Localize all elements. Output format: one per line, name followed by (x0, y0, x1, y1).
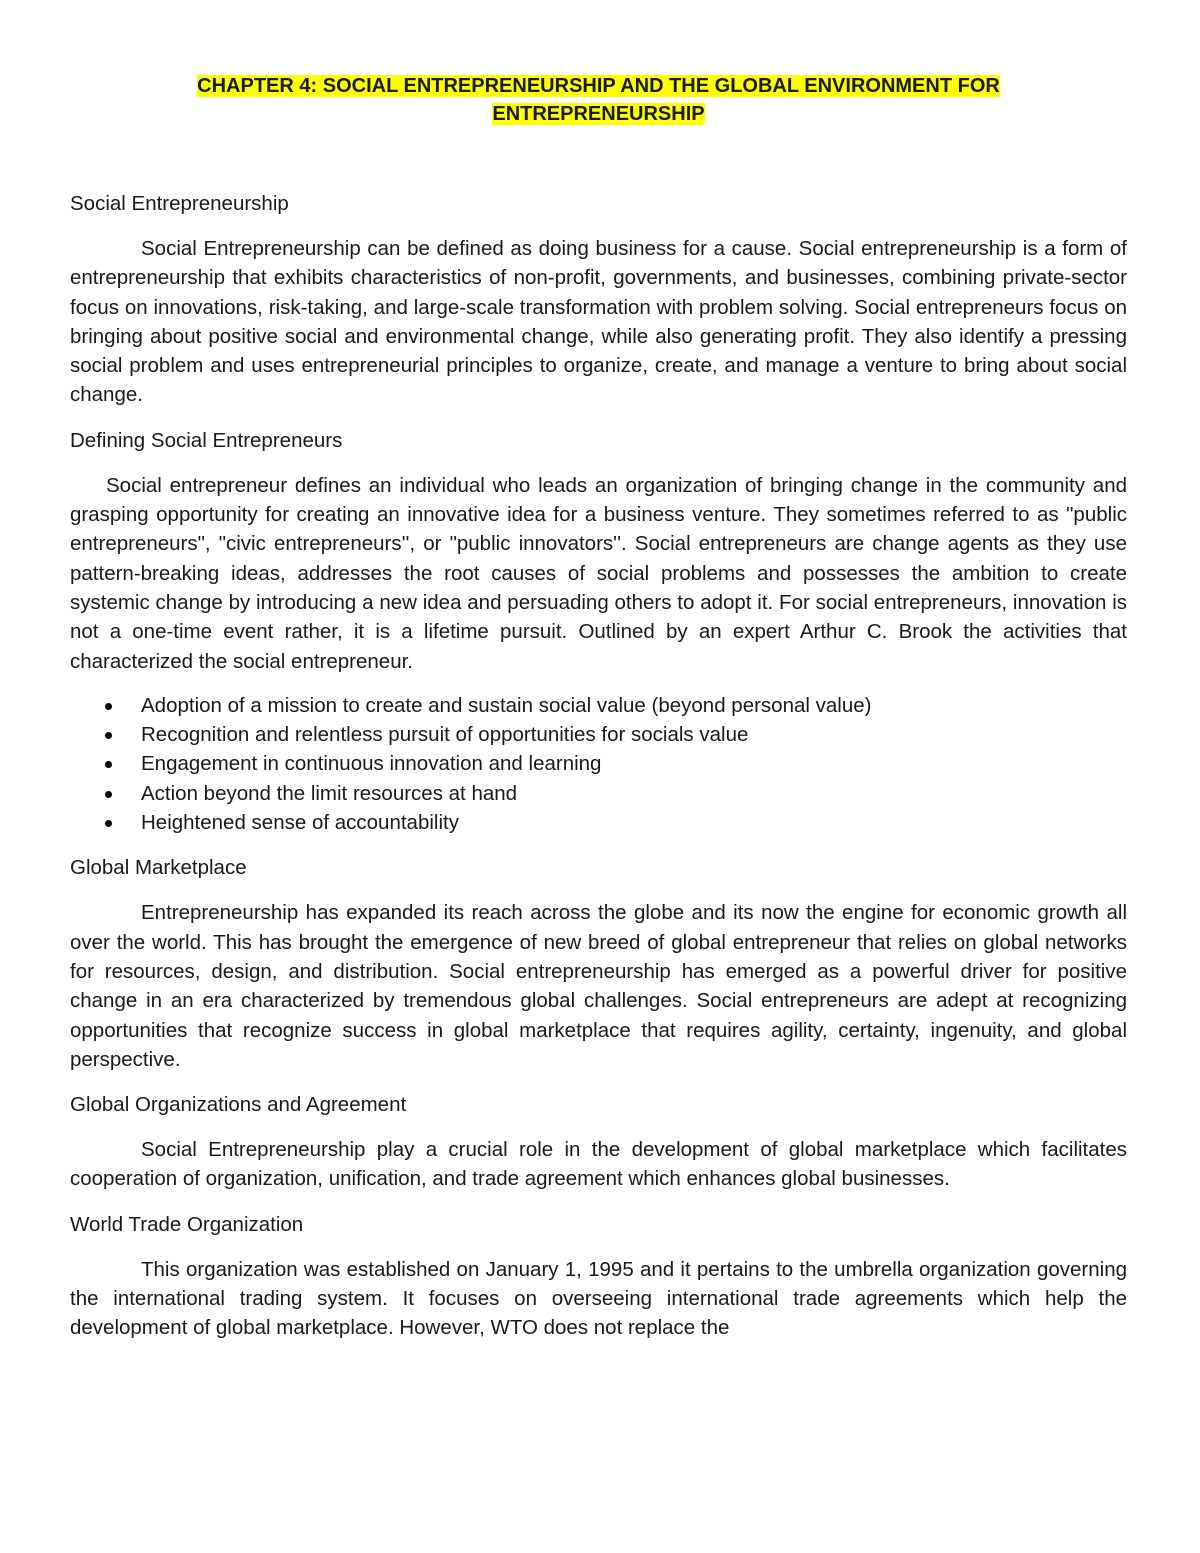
paragraph-global-organizations: Social Entrepreneurship play a crucial role in the development of global marketplace which facilitates cooperation of organization, unification, and trade agreement which enhances global businesses. (70, 1138, 1127, 1191)
bullet-icon (105, 791, 112, 798)
paragraph-social-entrepreneurship: Social Entrepreneurship can be defined as doing business for a cause. Social entrepreneurship is a form of entrepreneurship that exhibits characteristics of non-profit, governments, and businesses, combining private-sector focus on innovations, risk-taking, and large-scale transformation with problem solving. Social entrepreneurs focus on bringing about positive social and environmental change, while also generating profit. They also identify a pressing social problem and uses entrepreneurial principles to organize, create, and manage a venture to bring about social change. (70, 237, 1127, 407)
paragraph-defining-social-entrepreneurs: Social entrepreneur defines an individual who leads an organization of bringing change in the community and grasping opportunity for creating an innovative idea for a business venture. They sometimes referred to as "public entrepreneurs", "civic entrepreneurs'', or "public innovators''. Social entrepreneurs are change agents as they use pattern-breaking ideas, addresses the root causes of social problems and possesses the ambition to create systemic change by introducing a new idea and persuading others to adopt it. For social entrepreneurs, innovation is not a one-time event rather, it is a lifetime pursuit. Outlined by an expert Arthur C. Brook the activities that characterized the social entrepreneur. (70, 473, 1127, 673)
bullet-icon (105, 732, 112, 739)
list-item: Action beyond the limit resources at hand (70, 779, 1127, 808)
heading-global-marketplace: Global Marketplace (70, 856, 247, 880)
activities-list (70, 691, 1127, 837)
chapter-title-line2: ENTREPRENEURSHIP (492, 103, 705, 125)
heading-social-entrepreneurship: Social Entrepreneurship (70, 192, 289, 215)
paragraph-global-marketplace: Entrepreneurship has expanded its reach across the globe and its now the engine for economic growth all over the world. This has brought the emergence of new breed of global entrepreneur that relies on global networks for resources, design, and distribution. Social entrepreneurship has emerged as a powerful driver for positive change in an era characterized by tremendous global challenges. Social entrepreneurs are adept at recognizing opportunities that recognize success in global marketplace that requires agility, certainty, ingenuity, and global perspective. (70, 901, 1127, 1071)
bullet-icon (105, 820, 112, 827)
heading-world-trade-organization: World Trade Organization (70, 1212, 304, 1236)
list-item: Engagement in continuous innovation and learning (70, 749, 1127, 778)
paragraph-world-trade-organization: This organization was established on January 1, 1995 and it pertains to the umbrella organization governing the international trading system. It focuses on overseeing international trade agreements which help the development of global marketplace. However, WTO does not replace the (70, 1257, 1127, 1340)
bullet-icon (105, 761, 112, 768)
chapter-title (70, 72, 1127, 128)
list-item: Adoption of a mission to create and sustain social value (beyond personal value) (70, 691, 1127, 720)
chapter-title-line1: CHAPTER 4: SOCIAL ENTREPRENEURSHIP AND THE GLOBAL ENVIRONMENT FOR (197, 75, 1000, 97)
list-item: Recognition and relentless pursuit of opportunities for socials value (70, 720, 1127, 749)
list-item: Heightened sense of accountability (70, 808, 1127, 837)
bullet-icon (105, 703, 112, 710)
heading-defining-social-entrepreneurs: Defining Social Entrepreneurs (70, 428, 343, 452)
document-page (70, 72, 1127, 1343)
heading-global-organizations: Global Organizations and Agreement (70, 1093, 407, 1117)
